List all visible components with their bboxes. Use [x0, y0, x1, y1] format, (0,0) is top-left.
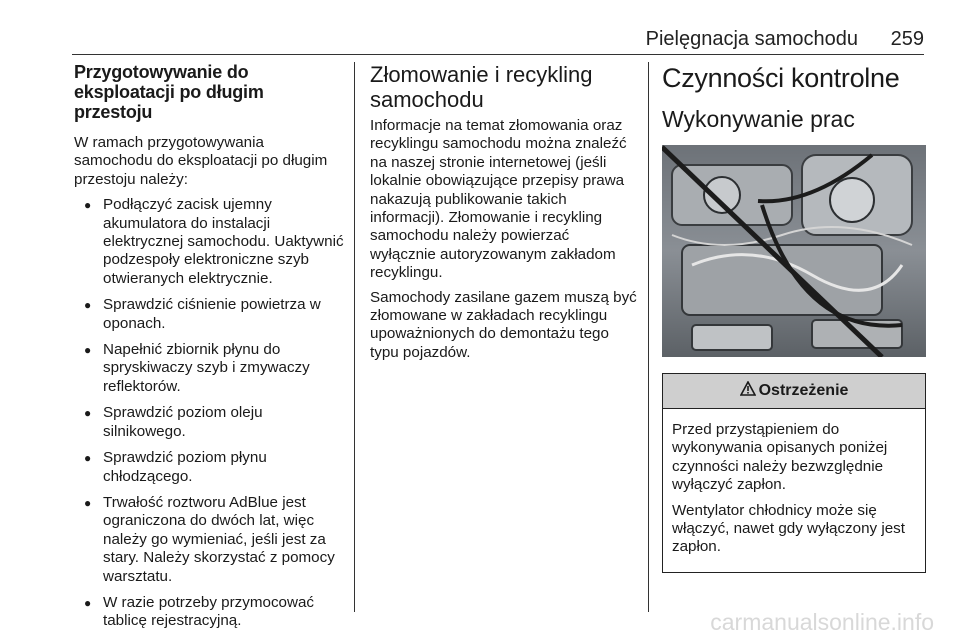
page-header	[72, 22, 924, 52]
warning-paragraph: Wentylator chłodnicy może się włączyć, nawet gdy wyłączony jest zapłon.	[672, 501, 905, 556]
column-divider	[648, 62, 649, 612]
warning-box	[662, 373, 926, 573]
list-item: ● W razie potrzeby przymocować tablicę rejestracyjną.	[74, 594, 344, 631]
engine-bay-image	[662, 145, 926, 357]
page-number: 259	[890, 28, 924, 50]
warning-body	[663, 409, 925, 572]
column-long-storage	[74, 62, 344, 639]
list-item: ● Trwałość roztworu AdBlue jest ograniczona do dwóch lat, więc należy go wymieniać, jeśli jest za stary. Należy skorzystać z pomocy warsztatu.	[74, 494, 344, 586]
list-item: ● Sprawdzić ciśnienie powietrza w oponach.	[74, 296, 344, 333]
list-item: ● Podłączyć zacisk ujemny akumulatora do instalacji elektrycznej samochodu. Uaktywnić podzespoły elektroniczne szyb otwieranych elektrycznie.	[74, 196, 344, 288]
checklist	[74, 196, 344, 631]
warning-paragraph: Przed przystąpieniem do wykonywania opisanych poniżej czynności należy bezwzględnie wyłączyć zapłon.	[672, 421, 888, 494]
section-heading: Złomowanie i recykling samochodu	[370, 62, 593, 112]
chapter-heading: Czynności kontrolne	[662, 63, 900, 93]
list-item: ● Sprawdzić poziom płynu chłodzącego.	[74, 449, 344, 486]
list-item: ● Napełnić zbiornik płynu do spryskiwaczy szyb i zmywaczy reflektorów.	[74, 341, 344, 396]
list-item: ● Sprawdzić poziom oleju silnikowego.	[74, 404, 344, 441]
section-heading: Wykonywanie prac	[662, 106, 855, 132]
warning-header	[663, 374, 925, 409]
header-divider	[72, 54, 924, 55]
header-title: Pielęgnacja samochodu	[645, 28, 858, 50]
column-divider	[354, 62, 355, 612]
watermark: carmanualsonline.info	[710, 609, 934, 635]
section-heading: Przygotowywanie do eksploatacji po długim przestoju	[74, 62, 264, 122]
column-recycling	[370, 62, 638, 362]
warning-title: Ostrzeżenie	[758, 382, 849, 399]
column-checks	[662, 62, 926, 573]
intro-paragraph: W ramach przygotowywania samochodu do eksploatacji po długim przestoju należy:	[74, 134, 328, 188]
warning-triangle-icon	[740, 381, 756, 401]
paragraph: Samochody zasilane gazem muszą być złomowane w zakładach recyklingu upoważnionych do demontażu tego typu pojazdów.	[370, 288, 637, 361]
paragraph: Informacje na temat złomowania oraz recyklingu samochodu można znaleźć na naszej stronie internetowej (jeśli lokalnie obowiązujące przepisy prawa nakazują publikowanie takich informacji). Złomowanie i recykling samochodu należy powierzać wyłącznie autoryzowanym zakładom recyklingu.	[370, 117, 627, 282]
